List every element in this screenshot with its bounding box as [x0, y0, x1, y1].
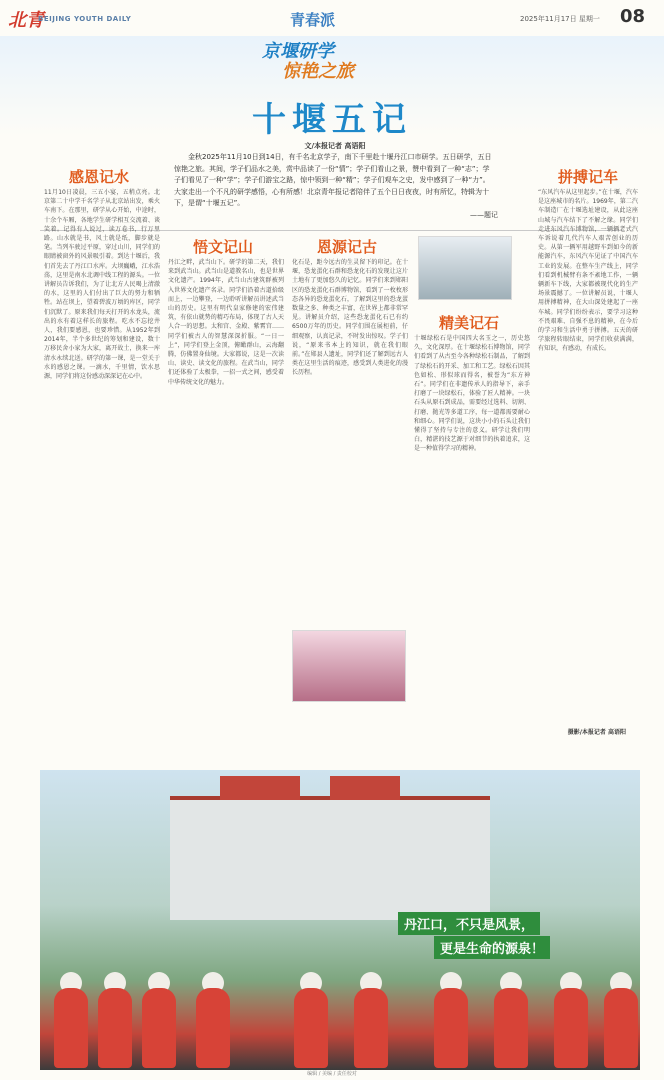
- dam-gate: [330, 776, 400, 800]
- article-enyuan: 化石是，距今远古的生灵留下的印记。在十堰，恐龙蛋化石群和恐龙化石的发现让这片土地有了更加悠久的记忆。同学们来到郧阳区的恐龙蛋化石群博物馆，看到了一枚枚形态各异的恐龙蛋化石，了解到这里的恐龙蛋数量之多、种类之丰富，在世界上都非常罕见。讲解员介绍，这些恐龙蛋化石已有约6500万年的历史。同学们围在展柜前，仔细观察，认真记录，不时发出惊叹。学子们说，“原来书本上的知识，就在我们眼前。”在郧县人遗址，同学们还了解到远古人类在这里生活的痕迹，感受到人类进化的漫长历程。: [292, 259, 408, 377]
- article-jingpin: 十堰绿松石是中国四大名玉之一，历史悠久，文化深厚。在十堰绿松石博物馆，同学们看到了从古至今各种绿松石制品，了解到了绿松石的开采、加工和工艺。绿松石因其色如松、形似球而得名，被誉为“东方神石”。同学们在非遗传承人的指导下，亲手打磨了一块绿松石，体验了匠人精神。一块石头从原石到成品，需要经过选料、切割、打磨、抛光等多道工序，每一道都需要耐心和细心。同学们说，这块小小的石头让我们懂得了坚持与专注的意义。研学让我们明白，精湛的技艺源于对细节的执着追求，这是一种值得学习的精神。: [414, 335, 530, 453]
- lead-signature: ——题记: [470, 211, 498, 219]
- issue-date: 2025年11月17日 星期一: [520, 15, 600, 23]
- page-footer: 编辑 / 美编 / 责任校对: [307, 1071, 357, 1077]
- student-figure: [354, 988, 388, 1068]
- student-figure: [434, 988, 468, 1068]
- heading-wuwen: 悟文记山: [192, 238, 253, 256]
- student-figure: [554, 988, 588, 1068]
- slogan-line1: 丹江口，不只是风景，: [398, 912, 540, 935]
- article-tuoxian: “东风汽车从这里起步。”在十堰，汽车是这座城市的名片。1969年，第二汽车制造厂在十堰选址建设，从此这座山城与汽车结下了不解之缘。同学们走进东风汽车博物馆，一辆辆老式汽车诉说着几代汽车人艰苦创业的历史。从第一辆军用越野车到如今的新能源汽车，东风汽车见证了中国汽车工业的发展。在整车生产线上，同学们看到机械臂有条不紊地工作，一辆辆新车下线，大家都被现代化的生产场景震撼了。一位讲解员说，十堰人用拼搏精神，在大山深处建起了一座车城。同学们纷纷表示，要学习这种不畏艰难、自强不息的精神，在今后的学习和生活中勇于拼搏。五天的研学旅程转眼结束，同学们收获满满，有知识，有感动，有成长。: [538, 189, 638, 353]
- heading-jingpin: 精美记石: [438, 314, 499, 332]
- article-wuwen: 丹江之畔，武当山下。研学的第二天，我们来到武当山。武当山是道教名山，也是世界文化遗产。1994年，武当山古建筑群被列入世界文化遗产名录。同学们沿着古道拾级而上，一边攀登，一边聆听讲解员讲述武当山的历史。这里有明代皇家修建的宏伟建筑，有依山就势的精巧布局，体现了古人天人合一的思想。太和宫、金殿、紫霄宫……同学们被古人的智慧深深折服。“一日一上”，同学们登上金顶，俯瞰群山，云海翻腾，仿佛置身仙境。大家都说，这是一次读山、读史、读文化的旅程。在武当山，同学们还体验了太极拳，一招一式之间，感受着中华传统文化的魅力。: [168, 259, 284, 386]
- slogan-line2: 更是生命的源泉！: [434, 936, 550, 959]
- page-title: 十堰五记: [252, 100, 412, 140]
- dam-illustration: [170, 796, 490, 920]
- series-logo-line1: 京堰研学: [262, 41, 334, 62]
- student-figure: [294, 988, 328, 1068]
- byline: 文/本报记者 高语阳: [304, 142, 366, 150]
- stone-photo: [418, 236, 512, 300]
- heading-enyuan: 恩源记古: [316, 238, 377, 256]
- photo-slogan: [398, 912, 612, 962]
- photo-caption: 摄影/本报记者 高语阳: [567, 729, 626, 736]
- lead-paragraph: 金秋2025年11月10日到14日，有千名北京学子，南下千里赴十堰丹江口市研学。五日研学，五日惊艳之旅。其间，学子们品水之美，赏中品读了一份“情”；学子们看山之景，赞中看到了一种“志”；学子们看见了一种“学”；学子们游宝之路，惊中领到一种“精”；学子们观车之史，发中感到了一种“力”。大家走出一个不凡的研学感悟，心有所感！北京青年报记者陪伴了五个日日夜夜，时有所忆，特辑为十下，是谓“十堰五记”。: [174, 153, 492, 207]
- section-title: 青春派: [290, 11, 336, 29]
- dinosaur-photo: [292, 630, 406, 702]
- logo-text: 北青: [8, 10, 44, 31]
- student-figure: [196, 988, 230, 1068]
- logo-english: BEIJING YOUTH DAILY: [38, 15, 132, 23]
- page-number: 08: [620, 6, 646, 27]
- page-header: [0, 0, 664, 37]
- dam-gate: [220, 776, 300, 800]
- heading-ganwu: 感恩记水: [68, 168, 129, 186]
- heading-tuoxian: 拼搏记车: [557, 168, 618, 186]
- student-figure: [142, 988, 176, 1068]
- student-figure: [54, 988, 88, 1068]
- series-logo-line2: 惊艳之旅: [282, 61, 354, 82]
- student-figure: [494, 988, 528, 1068]
- newspaper-logo: [8, 6, 132, 31]
- article-ganwu: 11月10日凌晨，三五小宴，五稍点亮。北京第二十中学千名学子从北京站出发，乘火车南下。在那里，研学从心开始，中途时，十余个车厢，各地学生研学相互交流着、谈笑着。记得有人说过，读万卷书，行万里路。山水就是书，风土就是纸，脚步就是笔。当列车驶过平原，穿过山川，同学们的眼睛被窗外的风景吸引着。到达十堰后，我们首先去了丹江口水库。大坝巍峨，江水浩荡，这里是南水北调中线工程的源头。一位讲解员告诉我们，为了让北方人民喝上清澈的水，这里的人们付出了巨大的努力和牺牲。站在坝上，望着碧波万顷的库区，同学们沉默了。原来我们每天打开的水龙头，流出的水有着这样长的旅程。吃水不忘挖井人，我们要感恩，也要珍惜。从1952年到2014年，半个多世纪的筹划和建设，数十万移民舍小家为大家，离开故土，换来一库清水永续北送。研学的第一课，是一堂关于水的感恩之课。一滴水，千里情，饮水思源，同学们将这份感动深深记在心中。: [44, 189, 160, 381]
- student-figure: [604, 988, 638, 1068]
- series-logo: [262, 42, 402, 88]
- student-figure: [98, 988, 132, 1068]
